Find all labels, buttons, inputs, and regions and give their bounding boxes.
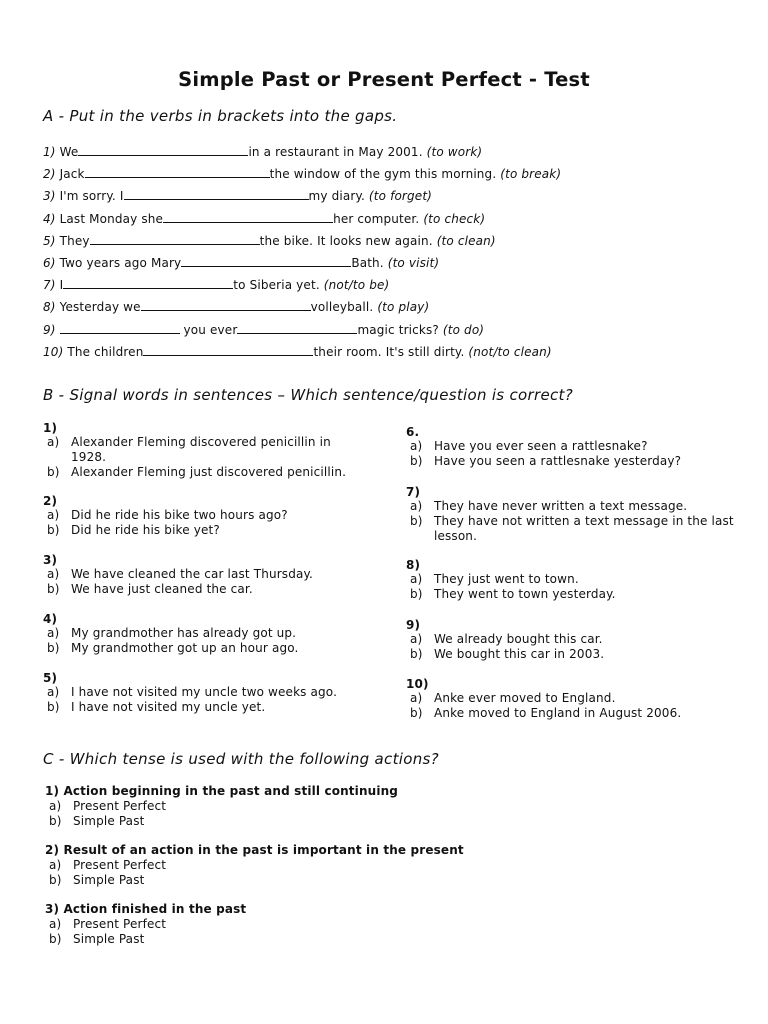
option-text: Simple Past [73,873,145,887]
option-b[interactable] [43,700,363,715]
answer-blank[interactable] [85,164,270,178]
gap-item-hint: (to visit) [387,255,440,270]
option-b[interactable] [43,523,363,538]
question-number: 2) [43,494,58,508]
option-b[interactable] [406,647,736,662]
option-a[interactable] [43,567,363,582]
option-b[interactable] [45,932,246,947]
option-letter: b) [49,814,62,828]
gap-item-suffix: the window of the gym this morning. [269,167,501,182]
option-text: They have never written a text message. [434,499,688,513]
question-number: 4) [43,612,58,626]
option-b[interactable] [406,706,736,721]
option-text: Did he ride his bike two hours ago? [71,508,288,522]
gap-item-number: 2) [43,167,56,182]
gap-item [43,186,743,208]
gap-item-number: 10) [43,344,64,359]
option-a[interactable] [406,691,736,706]
gap-item-prefix: The children [63,344,144,359]
option-letter: b) [47,582,60,596]
option-b[interactable] [406,514,736,544]
gap-item [43,164,743,186]
option-letter: a) [49,917,62,931]
option-letter: b) [410,647,423,661]
tense-question-text: 2) Result of an action in the past is important in the present [45,843,464,857]
choice-question [43,553,363,597]
question-number: 1) [43,421,58,435]
question-number: 8) [406,558,421,572]
option-letter: a) [47,626,60,640]
choice-question [406,677,736,721]
option-letter: a) [410,499,423,513]
option-a[interactable] [43,626,363,641]
answer-blank[interactable] [124,186,309,200]
gap-item-number: 6) [43,255,56,270]
option-letter: b) [49,873,62,887]
option-letter: b) [49,932,62,946]
question-number: 10) [406,677,429,691]
gap-item-prefix: Jack [55,167,85,182]
question-number: 7) [406,485,421,499]
gap-item-number: 4) [43,211,56,226]
gap-item-suffix: in a restaurant in May 2001. [248,145,427,159]
option-letter: a) [410,439,423,453]
option-text: We have cleaned the car last Thursday. [71,567,313,581]
gap-item [43,275,743,297]
gap-item-hint: (to do) [442,322,485,337]
option-text: Simple Past [73,814,145,828]
tense-question [45,902,246,947]
gap-item-middle: you ever [179,322,238,337]
answer-blank[interactable] [141,297,311,311]
tense-question [45,843,464,888]
answer-blank[interactable] [63,275,233,289]
choice-question [406,558,736,602]
option-letter: a) [410,691,423,705]
gap-item-prefix: I [55,278,64,293]
option-letter: b) [47,641,60,655]
option-b[interactable] [43,641,363,656]
option-b[interactable] [43,582,363,597]
option-letter: b) [47,700,60,714]
gap-item-prefix: Two years ago Mary [55,255,182,270]
option-letter: a) [410,572,423,586]
option-a[interactable] [406,572,736,587]
option-text: Alexander Fleming discovered penicillin in 1928. [71,435,331,464]
choice-question [406,618,736,662]
tense-question [45,784,398,829]
option-a[interactable] [406,499,736,514]
option-letter: a) [47,685,60,699]
section-c-heading: C - Which tense is used with the following actions? [43,750,439,768]
gap-item-hint: (to work) [426,145,483,159]
gap-item-hint: (to clean) [436,233,496,248]
gap-item-suffix: my diary. [308,189,369,204]
gap-item [43,142,743,164]
gap-item-prefix: We [55,145,79,159]
gap-item [43,209,743,231]
choice-question [43,612,363,656]
option-letter: b) [410,454,423,468]
gap-item-number: 3) [43,189,56,204]
option-letter: b) [47,465,60,479]
option-letter: b) [410,706,423,720]
gap-item [43,320,743,342]
answer-blank[interactable] [90,231,260,245]
option-a[interactable] [45,858,464,873]
option-a[interactable] [43,685,363,700]
gap-item-suffix: their room. It's still dirty. [313,344,469,359]
section-b-heading: B - Signal words in sentences – Which sentence/question is correct? [43,386,573,404]
gap-item-prefix: They [55,233,90,248]
option-b[interactable] [43,465,363,480]
option-text: They just went to town. [434,572,579,586]
option-text: Have you seen a rattlesnake yesterday? [434,454,682,468]
gap-item-suffix: Bath. [351,255,388,270]
option-b[interactable] [45,814,398,829]
gap-item-hint: (not/to be) [323,278,390,293]
gap-item-hint: (not/to clean) [468,344,552,359]
answer-blank[interactable] [237,320,357,334]
option-text: Present Perfect [73,858,167,872]
gap-item-number: 7) [43,278,56,293]
choice-question [43,671,363,715]
choice-question [406,485,736,544]
gap-item-suffix: the bike. It looks new again. [259,233,437,248]
choice-question [43,421,363,480]
option-text: Anke ever moved to England. [434,691,616,705]
gap-item-suffix: volleyball. [310,300,378,315]
question-number: 5) [43,671,58,685]
gap-item-number: 5) [43,233,56,248]
gap-item-hint: (to check) [423,211,486,226]
gap-item [43,297,743,319]
gap-item-prefix: Yesterday we [55,300,141,315]
option-a[interactable] [45,799,398,814]
option-letter: b) [47,523,60,537]
gap-item [43,342,743,364]
option-letter: a) [47,435,60,449]
option-text: We bought this car in 2003. [434,647,605,661]
option-text: Have you ever seen a rattlesnake? [434,439,648,453]
option-text: Alexander Fleming just discovered penicillin. [71,465,347,479]
gap-item-hint: (to break) [500,167,562,182]
option-a[interactable] [43,435,363,465]
gap-item-prefix: Last Monday she [55,211,164,226]
answer-blank[interactable] [163,209,333,223]
option-b[interactable] [45,873,464,888]
option-text: Present Perfect [73,917,167,931]
choice-question [43,494,363,538]
option-b[interactable] [406,587,736,602]
answer-blank[interactable] [143,342,313,356]
option-text: Simple Past [73,932,145,946]
gap-item-number: 8) [43,300,56,315]
option-letter: a) [49,799,62,813]
option-text: My grandmother has already got up. [71,626,297,640]
answer-blank[interactable] [78,142,248,156]
gap-item [43,231,743,253]
section-a-heading: A - Put in the verbs in brackets into the gaps. [43,107,398,125]
option-text: Did he ride his bike yet? [71,523,220,537]
option-text: I have not visited my uncle two weeks ago. [71,685,338,699]
tense-question-text: 1) Action beginning in the past and still continuing [45,784,399,798]
option-text: They went to town yesterday. [434,587,616,601]
option-letter: b) [410,587,423,601]
gap-item-suffix: her computer. [333,211,424,226]
gap-item-suffix: to Siberia yet. [233,278,324,293]
gap-item-prefix: I'm sorry. I [55,189,124,204]
gap-fill-list [43,142,743,364]
question-number: 3) [43,553,58,567]
gap-item [43,253,743,275]
gap-item-suffix: magic tricks? [357,322,443,337]
option-a[interactable] [43,508,363,523]
option-text: Anke moved to England in August 2006. [434,706,682,720]
option-a[interactable] [406,632,736,647]
option-text: They have not written a text message in the last lesson. [434,514,734,543]
option-a[interactable] [45,917,246,932]
gap-item-number: 1) [43,145,56,159]
option-letter: a) [410,632,423,646]
option-text: Present Perfect [73,799,167,813]
question-number: 9) [406,618,421,632]
option-letter: a) [49,858,62,872]
option-text: We already bought this car. [434,632,603,646]
option-b[interactable] [406,454,736,469]
gap-item-number: 9) [43,322,56,337]
choice-question [406,425,736,469]
gap-item-hint: (to forget) [368,189,433,204]
answer-blank[interactable] [60,320,180,334]
option-letter: a) [47,508,60,522]
option-letter: a) [47,567,60,581]
page-title: Simple Past or Present Perfect - Test [178,68,590,91]
question-number: 6. [406,425,420,439]
tense-question-text: 3) Action finished in the past [45,902,247,916]
gap-item-hint: (to play) [377,300,430,315]
option-a[interactable] [406,439,736,454]
option-text: I have not visited my uncle yet. [71,700,266,714]
answer-blank[interactable] [181,253,351,267]
option-text: My grandmother got up an hour ago. [71,641,299,655]
option-text: We have just cleaned the car. [71,582,253,596]
option-letter: b) [410,514,423,528]
